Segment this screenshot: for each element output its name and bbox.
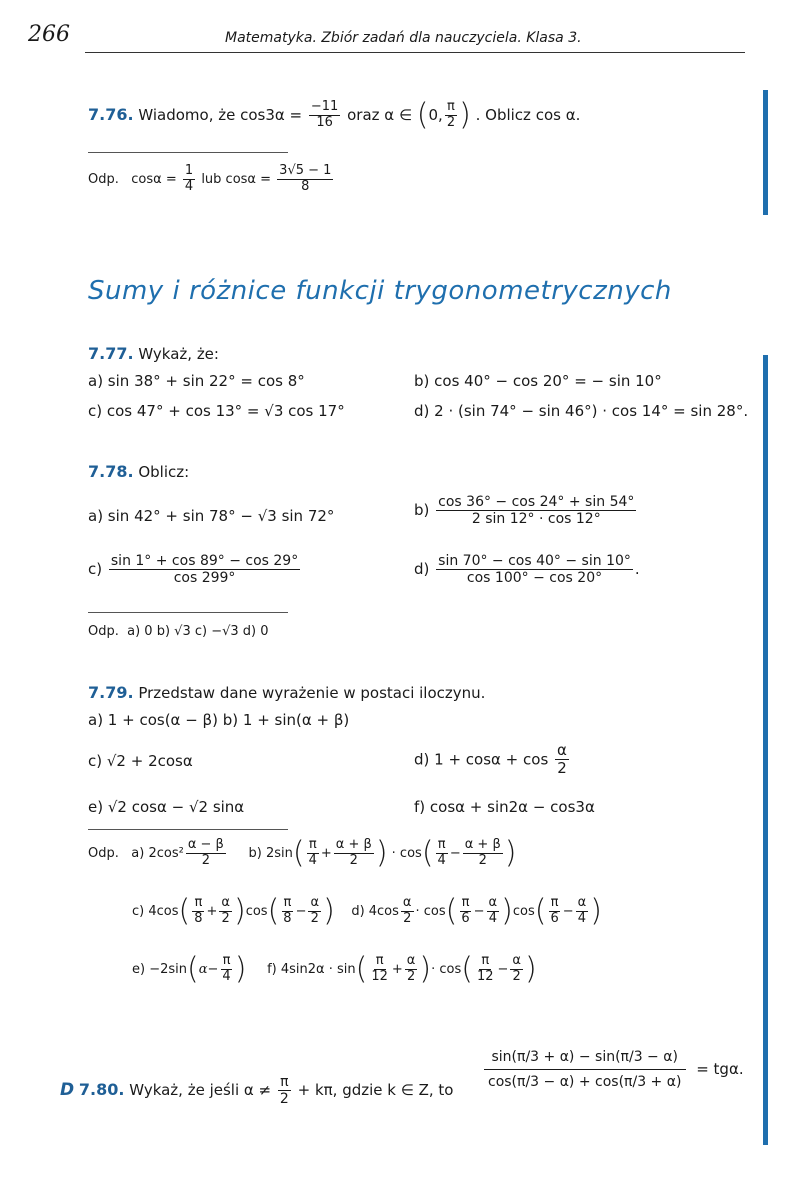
problem-7-76: 7.76. Wiadomo, że cos3α = $\frac{-11}{16}$ oraz α ∈ (0, $\frac{\pi}{2}$ ) . Oblicz cos α. [88, 97, 581, 133]
identity-fraction: $\frac{\sin(\pi/3 + \alpha) - \sin(\pi/3 - \alpha)}{\cos(\pi/3 - \alpha) + \cos(\pi/3 + \alpha)}$ = tgα. [478, 1045, 744, 1094]
answer-rule [88, 152, 288, 153]
item-e: e) √2 cosα − √2 sinα [88, 798, 245, 816]
sidebar-bar-1 [763, 90, 768, 215]
problem-text-2: oraz α ∈ [347, 105, 413, 124]
item-c: c) √2 + 2cosα [88, 752, 193, 770]
section-title: Sumy i różnice funkcji trygonometrycznych [88, 276, 672, 306]
answer-7-79-ab: Odp. a) 2cos² $\frac{\alpha - \beta}{2}$ b) 2sin( $\frac{\pi}{4}$ + $\frac{\alpha + \beta}{2}$ ) · cos( $\frac{\pi}{4}$ − $\frac{\alpha + \beta}{2}$ ) [88, 835, 517, 871]
answer-rule [88, 829, 288, 830]
problem-7-77: 7.77. Wykaż, że: [88, 344, 219, 363]
fraction: $\frac{-11}{16}$ [310, 99, 339, 130]
sidebar-bar-2 [763, 355, 768, 1145]
problem-number: 7.76. [88, 104, 134, 124]
problem-text-3: . Oblicz cos α. [475, 105, 581, 124]
running-header: Matematyka. Zbiór zadań dla nauczyciela. Klasa 3. [225, 30, 582, 46]
item-ab: a) 1 + cos(α − β) b) 1 + sin(α + β) [88, 711, 350, 729]
item-c: c) $\frac{\sin 1^\circ + \cos 89^\circ - \cos 29^\circ}{\cos 299^\circ}$ [88, 553, 299, 587]
interval-left: 0, [428, 105, 443, 124]
answer-7-76: Odp. cosα = $\frac{1}{4}$ lub cosα = $\frac{3√5 - 1}{8}$ [88, 163, 332, 194]
answer-7-79-ef: e) −2sin(α− $\frac{\pi}{4}$ ) f) 4sin2α · sin( $\frac{\pi}{12}$ + $\frac{\alpha}{2}$ )· cos( $\frac{\pi}{12}$ − $\frac{\alpha}{2}$ ) [132, 951, 537, 987]
answer-7-79-cd: c) 4cos( $\frac{\pi}{8}$ + $\frac{\alpha}{2}$ )cos( $\frac{\pi}{8}$ − $\frac{\alpha}{2}$ ) d) 4cos $\frac{\alpha}{2}$ · cos( $\frac{\pi}{6}$ − $\frac{\alpha}{4}$ )cos( $\frac{\pi}{6}$ − $\frac{\alpha}{4}$ ) [132, 893, 602, 929]
header-rule [85, 52, 745, 53]
answer-7-78: Odp. a) 0 b) √3 c) −√3 d) 0 [88, 624, 269, 639]
problem-text: Wiadomo, że cos3α = [138, 105, 303, 124]
difficulty-marker: D [60, 1080, 75, 1101]
problem-7-79: 7.79. Przedstaw dane wyrażenie w postaci iloczynu. [88, 683, 486, 702]
item-d: d) $\frac{\sin 70^\circ - \cos 40^\circ - \sin 10^\circ}{\cos 100^\circ - \cos 20^\circ}$ . [414, 553, 640, 587]
problem-7-80: D 7.80. Wykaż, że jeśli α ≠ $\frac{\pi}{2}$ + kπ, gdzie k ∈ Z, to [60, 1074, 454, 1108]
item-d: d) 2 · (sin 74° − sin 46°) · cos 14° = sin 28°. [414, 402, 749, 420]
item-c: c) cos 47° + cos 13° = √3 cos 17° [88, 402, 345, 420]
item-a: a) sin 42° + sin 78° − √3 sin 72° [88, 507, 335, 525]
answer-rule [88, 612, 288, 613]
item-a: a) sin 38° + sin 22° = cos 8° [88, 372, 305, 390]
item-b: b) cos 40° − cos 20° = − sin 10° [414, 372, 662, 390]
problem-7-78: 7.78. Oblicz: [88, 462, 190, 481]
item-d: d) 1 + cosα + cos $\frac{\alpha}{2}$ [414, 741, 567, 778]
item-f: f) cosα + sin2α − cos3α [414, 798, 595, 816]
page-number: 266 [28, 22, 70, 47]
item-b: b) $\frac{\cos 36^\circ - \cos 24^\circ + \sin 54^\circ}{2 \sin 12^\circ \cdot \cos 12^\circ}$ [414, 494, 635, 528]
